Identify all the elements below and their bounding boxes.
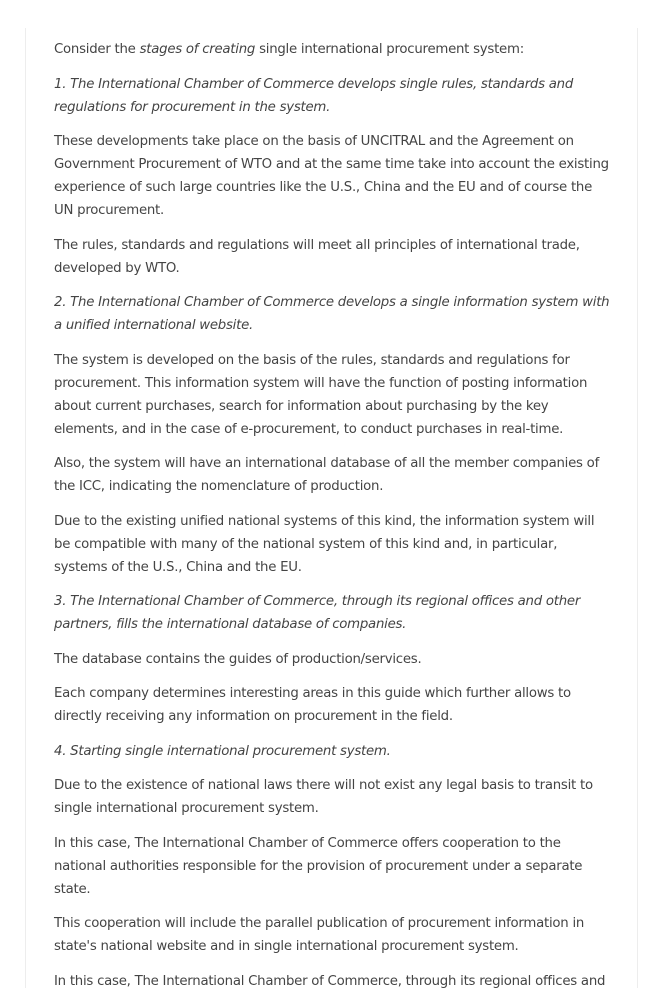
- article-body: [54, 38, 614, 1004]
- section-heading-paragraph: 1. The International Chamber of Commerce develops single rules, standards and regulations for procurement in the system.: [54, 76, 574, 115]
- body-paragraph: The system is developed on the basis of the rules, standards and regulations for procurement. This information system will have the function of posting information about current purchases, search for information about purchasing by the key elements, and in the case of e-procurement, to conduct purchases in real-time.: [54, 352, 588, 437]
- section-heading-paragraph: 3. The International Chamber of Commerce, through its regional offices and other partners, fills the international database of companies.: [54, 594, 581, 632]
- intro-emphasis: stages of creating: [139, 42, 256, 57]
- body-paragraph: Also, the system will have an international database of all the member companies of the ICC, indicating the nomenclature of production.: [54, 456, 599, 494]
- body-paragraph: These developments take place on the basis of UNCITRAL and the Agreement on Government Procurement of WTO and at the same time take into account the existing experience of such large countries like the U.S., China and the EU and of course the UN procurement.: [54, 134, 609, 218]
- body-paragraph: Due to the existing unified national systems of this kind, the information system will be compatible with many of the national system of this kind and, in particular, systems of the U.S., China and the EU.: [54, 513, 595, 575]
- body-paragraph: Due to the existence of national laws there will not exist any legal basis to transit to single international procurement system.: [54, 778, 593, 816]
- section-heading-paragraph: 4. Starting single international procurement system.: [54, 743, 391, 759]
- body-paragraph: In this case, The International Chamber of Commerce, through its regional offices and: [54, 973, 606, 989]
- body-paragraph: The database contains the guides of production/services.: [54, 651, 422, 667]
- intro-text-after: single international procurement system:: [255, 42, 524, 57]
- body-paragraph: Each company determines interesting areas in this guide which further allows to directly receiving any information on procurement in the field.: [54, 686, 571, 724]
- intro-paragraph: [54, 38, 614, 61]
- paragraph-list: [54, 73, 614, 993]
- body-paragraph: In this case, The International Chamber of Commerce offers cooperation to the national authorities responsible for the provision of procurement under a separate state.: [54, 835, 583, 897]
- intro-text-before: Consider the: [54, 42, 140, 57]
- body-paragraph: The rules, standards and regulations will meet all principles of international trade, developed by WTO.: [54, 237, 580, 276]
- body-paragraph: This cooperation will include the parallel publication of procurement information in state's national website and in single international procurement system.: [54, 916, 585, 954]
- article-page: [25, 28, 638, 988]
- section-heading-paragraph: 2. The International Chamber of Commerce develops a single information system with a unified international website.: [54, 295, 610, 333]
